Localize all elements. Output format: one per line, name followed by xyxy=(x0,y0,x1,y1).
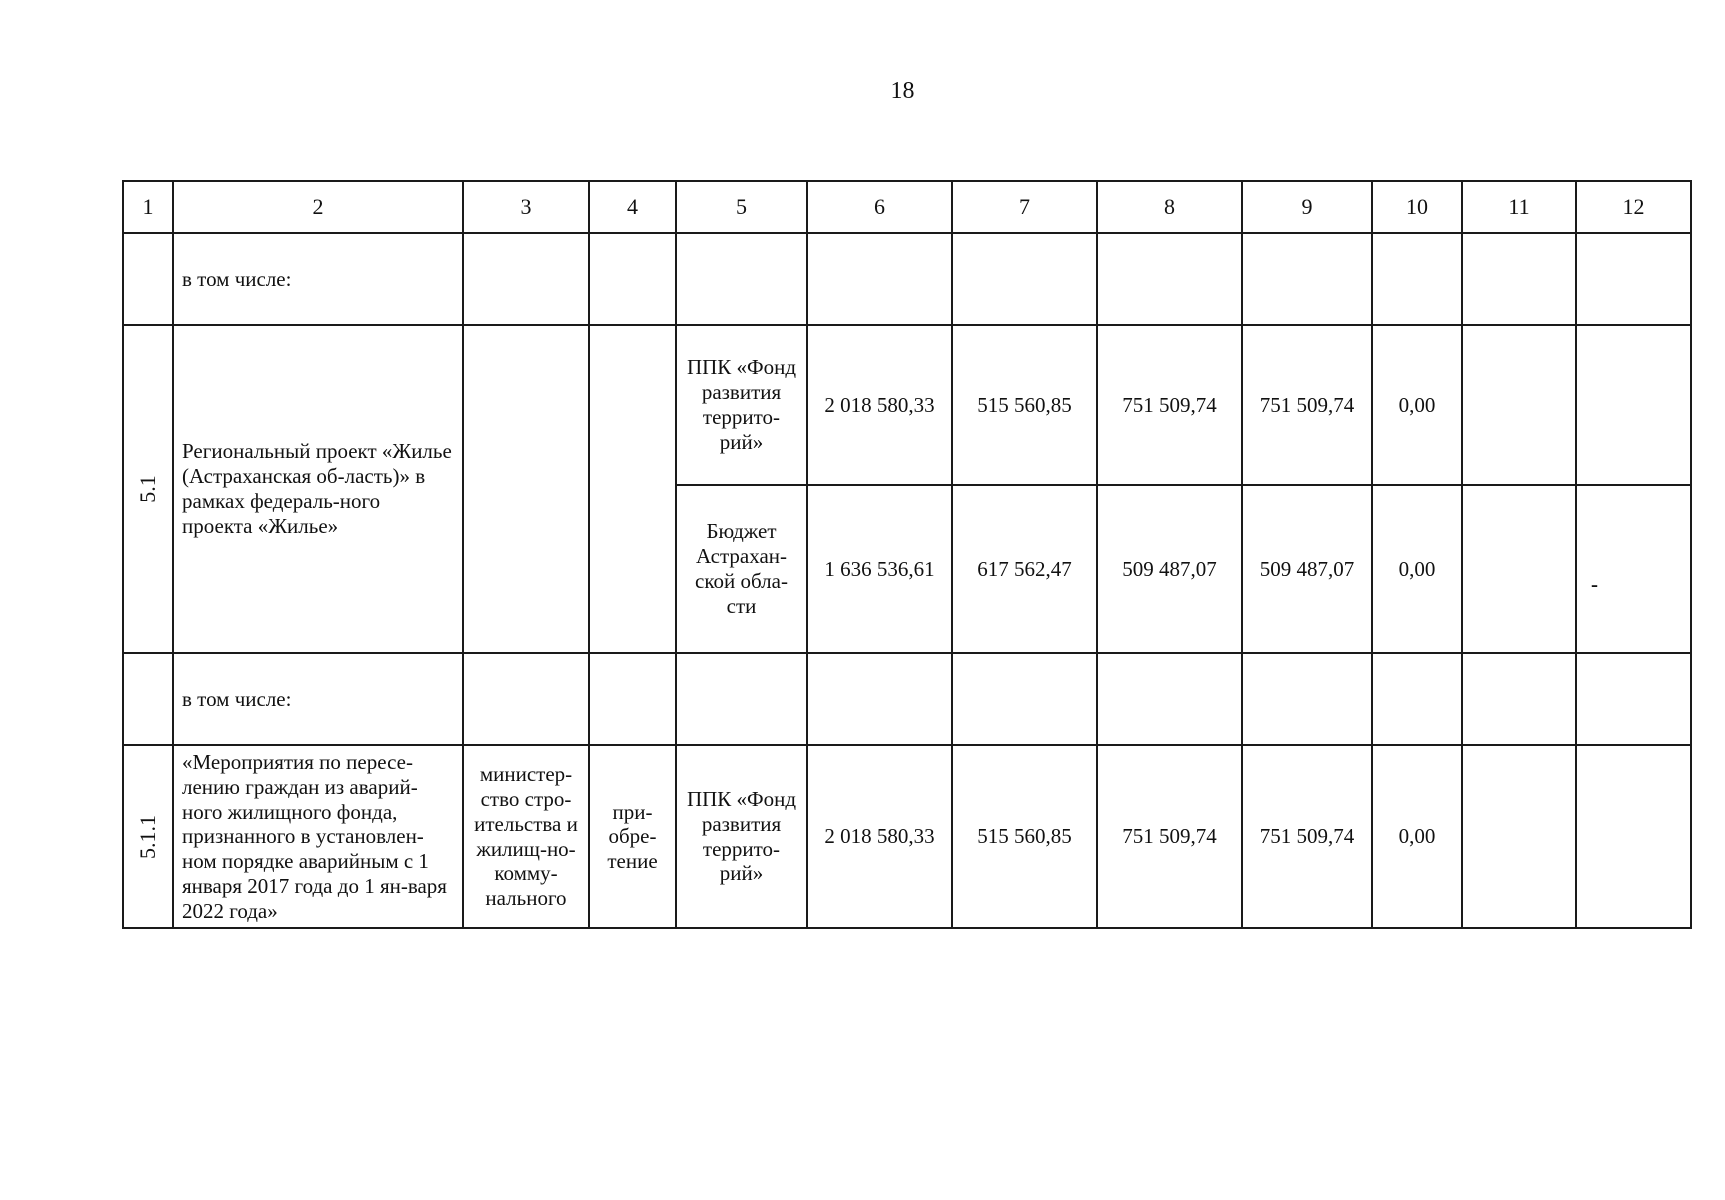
header-col-5: 5 xyxy=(676,181,807,233)
header-col-7: 7 xyxy=(952,181,1097,233)
header-col-12: 12 xyxy=(1576,181,1691,233)
value-col-9: 509 487,07 xyxy=(1242,485,1372,653)
action: при-обре-тение xyxy=(589,745,676,928)
table-cell xyxy=(589,233,676,325)
header-col-9: 9 xyxy=(1242,181,1372,233)
table-row xyxy=(123,653,1691,745)
table-cell xyxy=(123,233,173,325)
table-cell xyxy=(807,233,952,325)
table-cell xyxy=(463,233,589,325)
value-col-8: 751 509,74 xyxy=(1097,325,1242,485)
table-cell xyxy=(1242,653,1372,745)
value-col-6: 2 018 580,33 xyxy=(807,325,952,485)
project-name: Региональный проект «Жилье (Астраханская об-ласть)» в рамках федераль-ного проекта «Жилье» xyxy=(173,325,463,653)
header-col-10: 10 xyxy=(1372,181,1462,233)
page-number: 18 xyxy=(890,78,915,104)
table-cell xyxy=(807,653,952,745)
table-cell xyxy=(952,233,1097,325)
value-col-7: 515 560,85 xyxy=(952,325,1097,485)
table-cell xyxy=(1576,325,1691,485)
value-col-12: - xyxy=(1591,571,1598,596)
table-cell xyxy=(1097,233,1242,325)
table-row xyxy=(123,745,1691,928)
table-cell xyxy=(1462,233,1576,325)
table-cell xyxy=(123,653,173,745)
funding-source: ППК «Фонд развития террито-рий» xyxy=(676,745,807,928)
header-col-4: 4 xyxy=(589,181,676,233)
header-col-2: 2 xyxy=(173,181,463,233)
table-cell xyxy=(676,653,807,745)
table-cell xyxy=(463,325,589,653)
executor: министер-ство стро-ительства и жилищ-но-комму-нального xyxy=(463,745,589,928)
table-cell xyxy=(952,653,1097,745)
row-code: 5.1 xyxy=(135,475,161,503)
value-col-9: 751 509,74 xyxy=(1242,325,1372,485)
funding-source: ППК «Фонд развития террито-рий» xyxy=(676,325,807,485)
table-row xyxy=(123,325,1691,485)
table-cell xyxy=(589,653,676,745)
header-col-8: 8 xyxy=(1097,181,1242,233)
table-cell xyxy=(1242,233,1372,325)
table-cell xyxy=(1462,745,1576,928)
table-cell xyxy=(589,325,676,653)
value-col-9: 751 509,74 xyxy=(1242,745,1372,928)
value-col-10: 0,00 xyxy=(1372,485,1462,653)
including-label: в том числе: xyxy=(173,653,463,745)
row-code: 5.1.1 xyxy=(135,814,161,859)
table-cell xyxy=(1576,653,1691,745)
table-cell xyxy=(1097,653,1242,745)
header-col-6: 6 xyxy=(807,181,952,233)
funding-source: Бюджет Астрахан-ской обла-сти xyxy=(676,485,807,653)
value-col-6: 2 018 580,33 xyxy=(807,745,952,928)
table-cell xyxy=(1462,653,1576,745)
header-col-3: 3 xyxy=(463,181,589,233)
value-col-6: 1 636 536,61 xyxy=(807,485,952,653)
value-col-10: 0,00 xyxy=(1372,325,1462,485)
value-col-8: 751 509,74 xyxy=(1097,745,1242,928)
value-col-10: 0,00 xyxy=(1372,745,1462,928)
value-col-8: 509 487,07 xyxy=(1097,485,1242,653)
table-cell xyxy=(1372,233,1462,325)
value-col-12-cell xyxy=(1576,485,1691,653)
table-cell xyxy=(1372,653,1462,745)
row-code-cell xyxy=(123,745,173,928)
value-col-7: 515 560,85 xyxy=(952,745,1097,928)
table-cell xyxy=(1462,485,1576,653)
including-label: в том числе: xyxy=(173,233,463,325)
header-row xyxy=(123,181,1691,233)
table-cell xyxy=(1576,233,1691,325)
table-cell xyxy=(1576,745,1691,928)
table-cell xyxy=(676,233,807,325)
value-col-7: 617 562,47 xyxy=(952,485,1097,653)
table-cell xyxy=(463,653,589,745)
table-cell xyxy=(1462,325,1576,485)
row-code-cell xyxy=(123,325,173,653)
header-col-11: 11 xyxy=(1462,181,1576,233)
activity-name: «Мероприятия по пересе-лению граждан из аварий-ного жилищного фонда, признанного в установлен-ном порядке аварийным с 1 января 2017 года до 1 ян-варя 2022 года» xyxy=(173,745,463,928)
budget-table xyxy=(122,180,1692,929)
header-col-1: 1 xyxy=(123,181,173,233)
table-row xyxy=(123,233,1691,325)
